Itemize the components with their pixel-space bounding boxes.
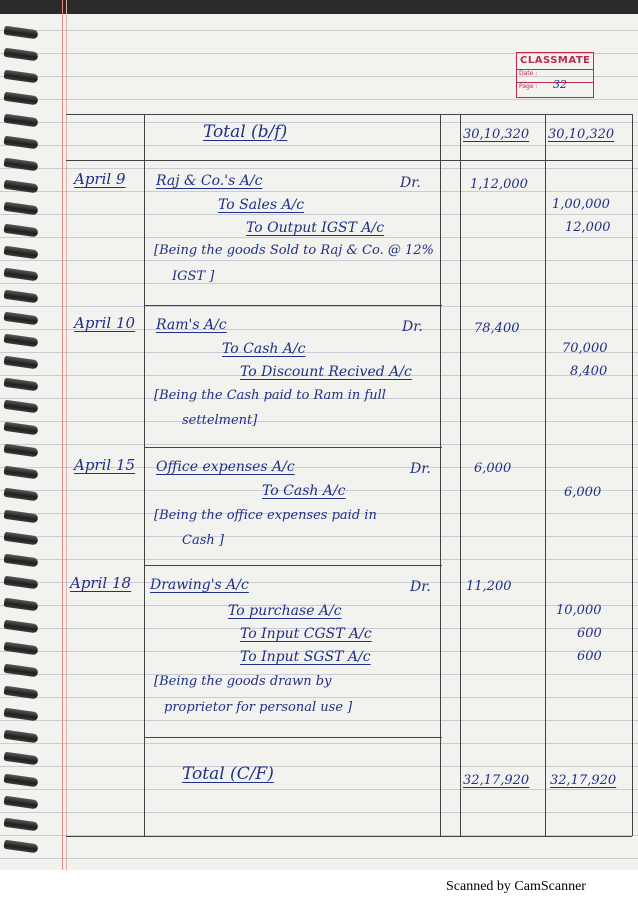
total-cf-credit: 32,17,920 [550,773,617,788]
stamp-date-label: Date : [519,70,538,77]
classmate-stamp [516,52,594,98]
total-bf-debit: 30,10,320 [463,127,530,142]
entry-date: April 10 [74,314,136,332]
row-divider [66,836,632,837]
entry-credit-account: To Sales A/c [218,197,305,213]
entry-debit-account: Office expenses A/c [156,459,295,475]
journal-top-border [66,114,632,115]
entry-debit-amount: 78,400 [474,321,520,336]
entry-date: April 15 [74,456,136,474]
entry-credit-amount: 10,000 [556,603,602,618]
entry-credit-account: To Cash A/c [222,341,306,357]
total-cf-label: Total (C/F) [182,764,274,784]
entry-credit-amount: 12,000 [565,220,611,235]
entry-narration: Cash ] [182,533,224,548]
entry-credit-account: To Input SGST A/c [240,649,371,665]
entry-narration: [Being the Cash paid to Ram in full [154,388,386,403]
total-bf-credit: 30,10,320 [548,127,615,142]
column-line-particulars [440,114,441,836]
entry-dr-marker: Dr. [402,319,423,335]
entry-dr-marker: Dr. [400,175,421,191]
margin-line-inner [66,0,67,870]
margin-line [62,0,63,870]
row-divider [144,447,442,448]
entry-credit-amount: 70,000 [562,341,608,356]
total-bf-label: Total (b/f) [203,122,288,142]
spiral-binding [0,20,44,870]
entry-dr-marker: Dr. [410,461,431,477]
entry-credit-account: To purchase A/c [228,603,342,619]
entry-credit-account: To Output IGST A/c [246,220,385,236]
entry-credit-amount: 6,000 [564,485,602,500]
row-divider [144,565,442,566]
entry-narration: [Being the goods Sold to Raj & Co. @ 12% [154,243,434,258]
column-line-debit [460,114,461,836]
entry-narration: [Being the goods drawn by [154,674,332,689]
stamp-date-row [517,69,593,77]
entry-debit-account: Drawing's A/c [150,577,249,593]
total-cf-debit: 32,17,920 [463,773,530,788]
column-line-right [632,114,633,836]
column-line-credit [545,114,546,836]
entry-credit-amount: 1,00,000 [552,197,610,212]
page-top-edge [0,0,638,14]
stamp-page-value: 32 [553,78,567,91]
stamp-page-label: Page : [519,83,538,90]
entry-credit-account: To Cash A/c [262,483,346,499]
entry-debit-account: Ram's A/c [156,317,227,333]
entry-credit-amount: 8,400 [570,364,608,379]
entry-debit-account: Raj & Co.'s A/c [156,173,263,189]
entry-debit-amount: 11,200 [466,579,512,594]
entry-credit-account: To Discount Recived A/c [240,364,412,380]
entry-date: April 18 [70,574,132,592]
row-divider [66,160,632,161]
stamp-brand: CLASSMATE [520,55,591,66]
row-divider [144,737,442,738]
stamp-page-row [517,78,593,91]
entry-narration: IGST ] [172,269,215,284]
scanner-watermark: Scanned by CamScanner [446,879,586,894]
entry-dr-marker: Dr. [410,579,431,595]
row-divider [144,305,442,306]
entry-credit-account: To Input CGST A/c [240,626,372,642]
entry-debit-amount: 6,000 [474,461,512,476]
entry-narration: proprietor for personal use ] [164,700,353,715]
entry-debit-amount: 1,12,000 [470,177,528,192]
column-line-date [144,114,145,836]
entry-credit-amount: 600 [577,649,602,664]
entry-credit-amount: 600 [577,626,602,641]
entry-narration: [Being the office expenses paid in [154,508,377,523]
entry-narration: settelment] [182,413,258,428]
entry-date: April 9 [74,170,126,188]
